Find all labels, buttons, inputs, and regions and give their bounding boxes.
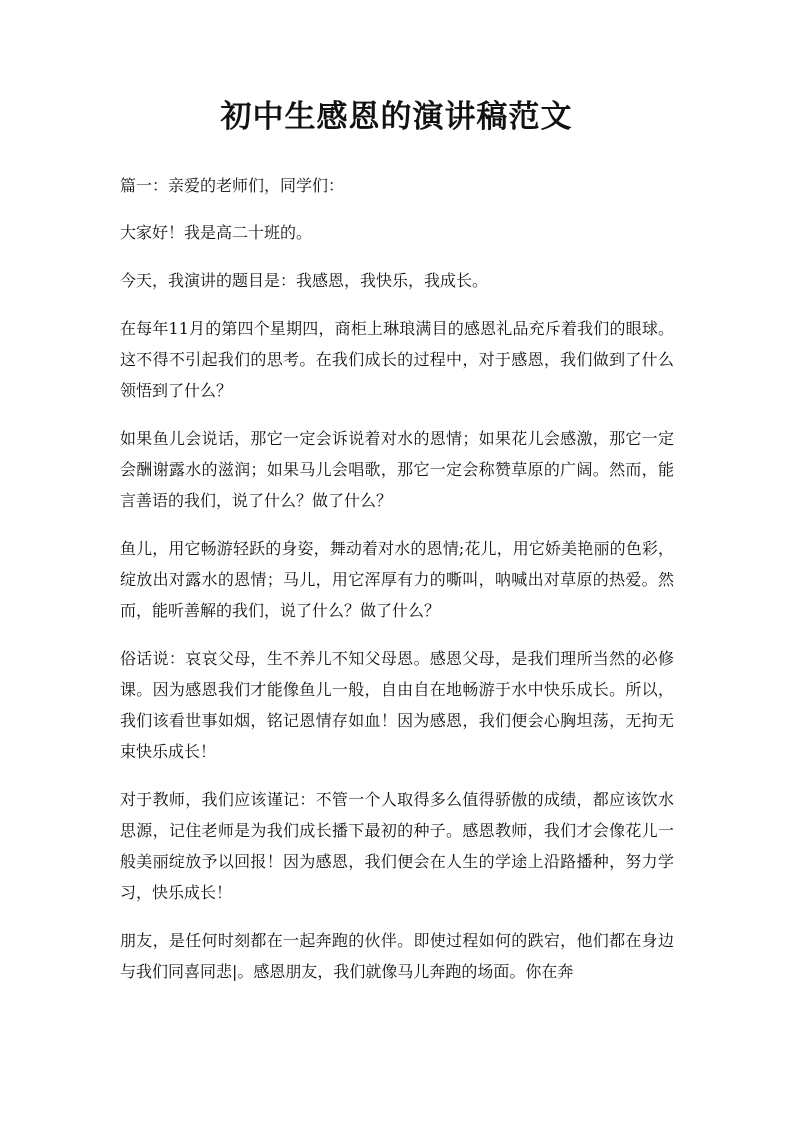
paragraph-fish-flower-horse: 鱼儿，用它畅游轻跃的身姿，舞动着对水的恩情;花儿，用它娇美艳丽的色彩，绽放出对露水的恩情；马儿，用它浑厚有力的嘶叫，呐喊出对草原的热爱。然而，能听善解的我们，说了什么？做了什么？ bbox=[120, 539, 674, 620]
paragraph-friends: 朋友，是任何时刻都在一起奔跑的伙伴。即使过程如何的跌宕，他们都在身边与我们同喜同悲|。感恩朋友，我们就像马儿奔跑的场面。你在奔 bbox=[120, 931, 674, 981]
paragraph-topic: 今天，我演讲的题目是：我感恩，我快乐，我成长。 bbox=[120, 271, 489, 290]
document-body bbox=[120, 170, 674, 1004]
paragraph-intro: 大家好！我是高二十班的。 bbox=[120, 223, 313, 242]
paragraph-thanksgiving: 在每年11月的第四个星期四，商柜上琳琅满目的感恩礼品充斥着我们的眼球。这不得不引起我们的思考。在我们成长的过程中，对于感恩，我们做到了什么领悟到了什么？ bbox=[120, 319, 674, 400]
paragraph-if-fish: 如果鱼儿会说话，那它一定会诉说着对水的恩情；如果花儿会感激，那它一定会酬谢露水的滋润；如果马儿会唱歌，那它一定会称赞草原的广阔。然而，能言善语的我们，说了什么？做了什么？ bbox=[120, 429, 674, 510]
paragraph-parents: 俗话说：哀哀父母，生不养儿不知父母恩。感恩父母，是我们理所当然的必修课。因为感恩我们才能像鱼儿一般，自由自在地畅游于水中快乐成长。所以，我们该看世事如烟，铭记恩情存如血！因为感恩，我们便会心胸坦荡，无拘无束快乐成长！ bbox=[120, 649, 674, 761]
document-title: 初中生感恩的演讲稿范文 bbox=[220, 99, 573, 135]
paragraph-greeting: 篇一：亲爱的老师们，同学们： bbox=[120, 176, 345, 195]
paragraph-teachers: 对于教师，我们应该谨记：不管一个人取得多么值得骄傲的成绩，都应该饮水思源，记住老师是为我们成长播下最初的种子。感恩教师，我们才会像花儿一般美丽绽放予以回报！因为感恩，我们便会在人生的学途上沿路播种，努力学习，快乐成长！ bbox=[120, 790, 674, 902]
